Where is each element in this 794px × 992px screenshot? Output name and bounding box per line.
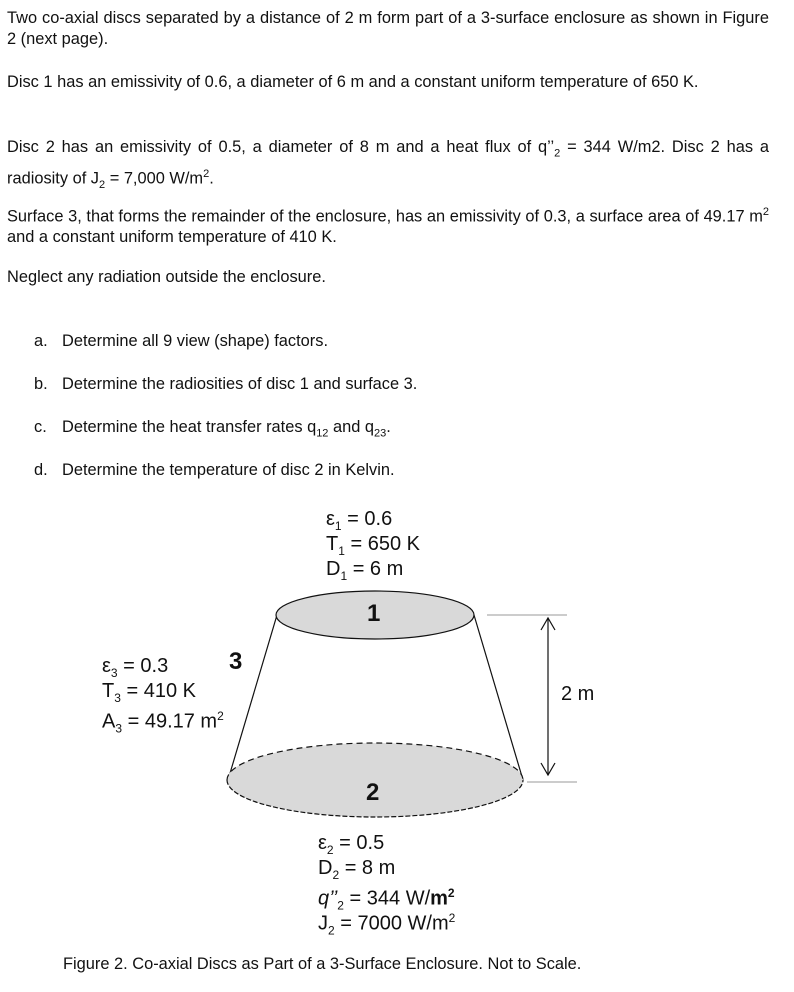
question-c: c. Determine the heat transfer rates $q_{12}$ and $q_{23}$. bbox=[34, 418, 391, 440]
disc1-number: 1 bbox=[367, 600, 381, 627]
disc2-number: 2 bbox=[366, 779, 380, 806]
question-a: a. Determine all 9 view (shape) factors. bbox=[34, 332, 328, 350]
disc2-heat-flux: $q’’_2 = 344$ $W/m^2$ bbox=[318, 886, 455, 913]
surface3-paragraph: Surface 3, that forms the remainder of the enclosure, has an emissivity of 0.3, a surface area of 49.17 $m^2$ and a constant uniform temperature of 410 K. bbox=[7, 206, 769, 246]
disc2-emissivity: $\varepsilon_2 = 0.5$ bbox=[318, 832, 385, 857]
surface3-area: $A_3 = 49.17$ $m^2$ bbox=[102, 709, 224, 736]
disc1-emissivity: $\varepsilon_1 = 0.6$ bbox=[326, 508, 393, 533]
surface3-temperature: $T_3 = 410$ K bbox=[102, 680, 196, 705]
surface3-emissivity: $\varepsilon_3 = 0.3$ bbox=[102, 655, 169, 680]
disc2-diameter: $D_2 = 8$ m bbox=[318, 857, 396, 882]
intro-paragraph: Two co-axial discs separated by a distance of 2 m form part of a 3-surface enclosure as shown in Figure 2 (next page). bbox=[7, 9, 769, 48]
distance-label: 2 m bbox=[561, 683, 595, 705]
disc2-radiosity: $J_2 = 7000$ $W/m^2$ bbox=[318, 911, 456, 938]
neglect-paragraph: Neglect any radiation outside the enclosure. bbox=[7, 268, 326, 286]
disc1-diameter: $D_1 = 6$ m bbox=[326, 558, 404, 583]
question-d: d. Determine the temperature of disc 2 in Kelvin. bbox=[34, 461, 395, 479]
surface3-number: 3 bbox=[229, 648, 243, 675]
disc2-paragraph: Disc 2 has an emissivity of 0.5, a diameter of 8 m and a heat flux of $q’’_2 = 344$ W/m2. Disc 2 has a radiosity of $J_2 = 7,000$ $W/m^2$. bbox=[7, 138, 770, 191]
question-b: b. Determine the radiosities of disc 1 and surface 3. bbox=[34, 375, 418, 393]
disc1-paragraph: Disc 1 has an emissivity of 0.6, a diameter of 6 m and a constant uniform temperature of 650 K. bbox=[7, 73, 699, 91]
disc1-temperature: $T_1 = 650$ K bbox=[326, 533, 420, 558]
figure-caption: Figure 2. Co-axial Discs as Part of a 3-Surface Enclosure. Not to Scale. bbox=[63, 955, 582, 973]
